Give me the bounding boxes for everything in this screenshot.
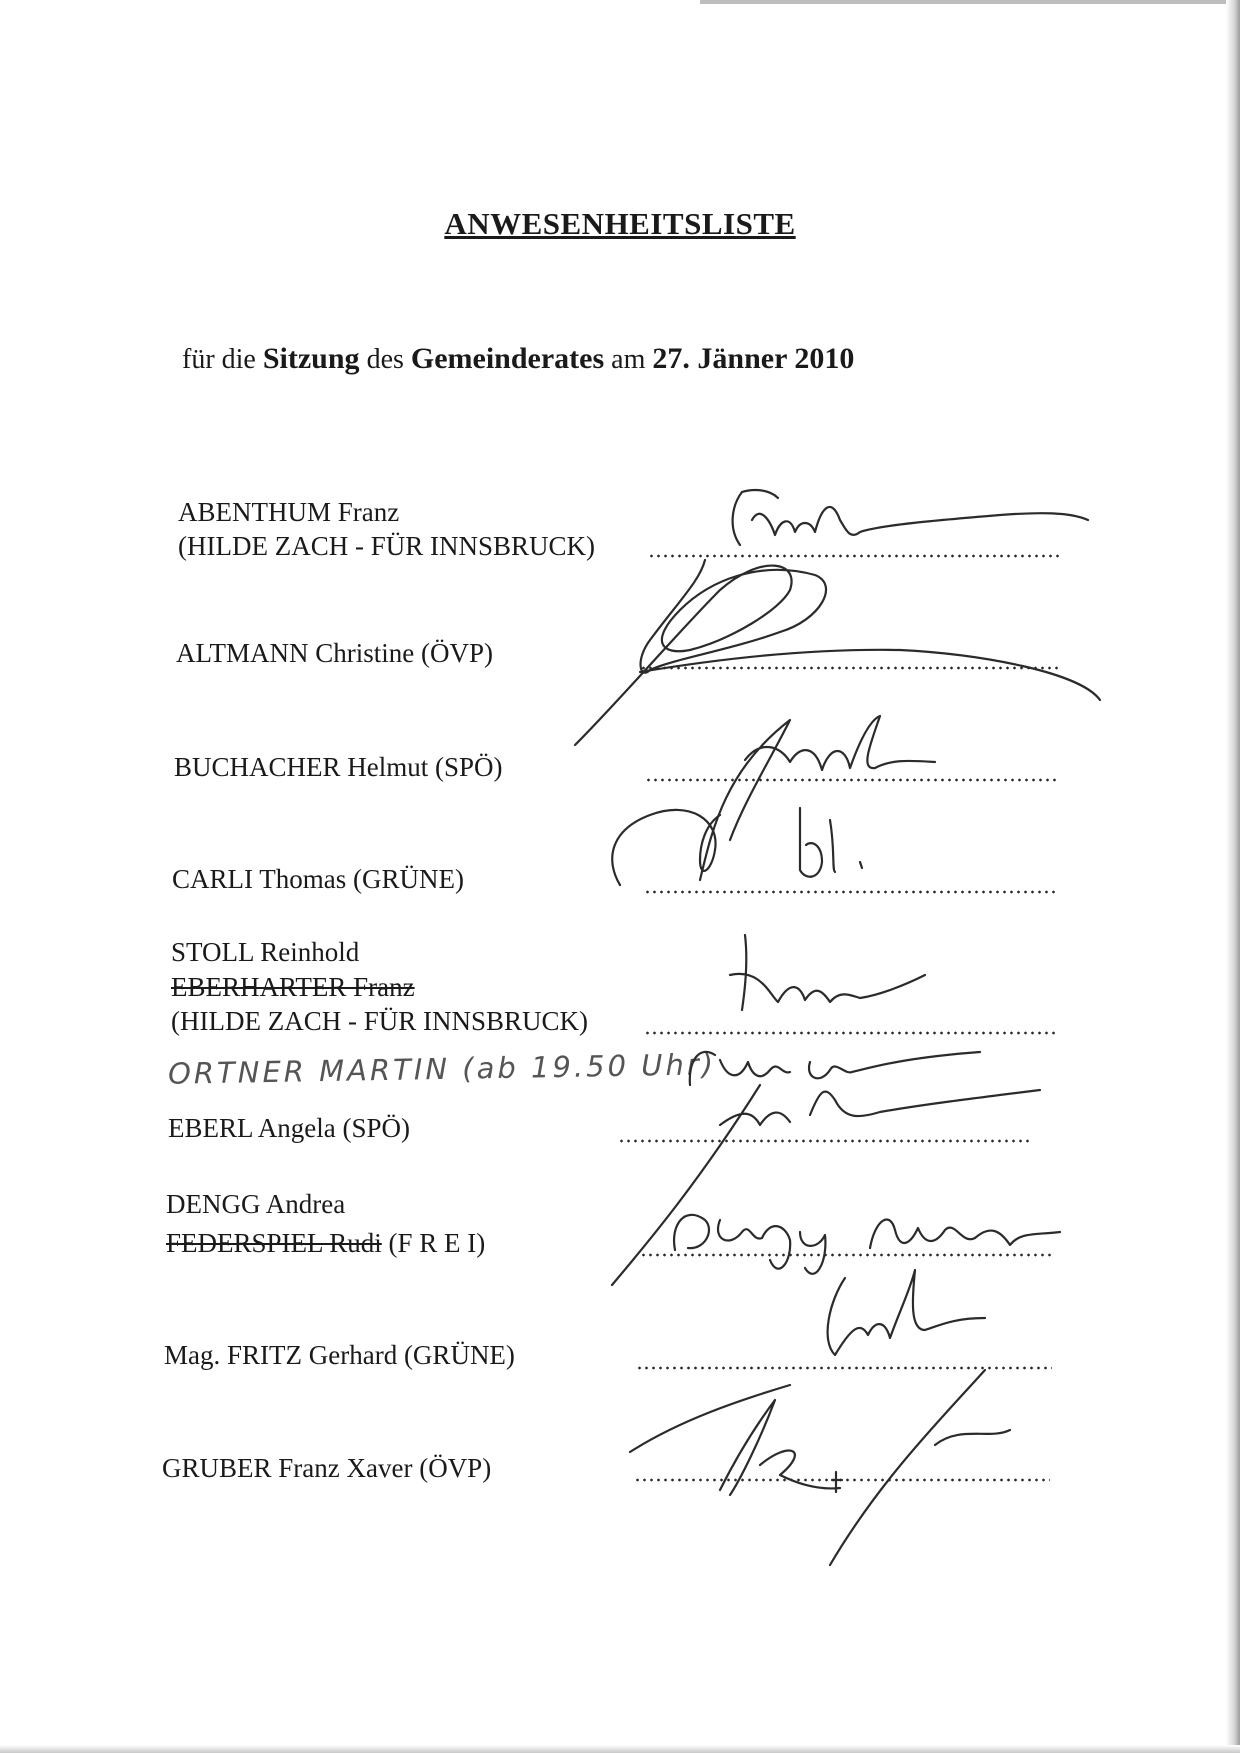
entry-party-dengg: FEDERSPIEL Rudi (F R E I) bbox=[166, 1228, 486, 1258]
entry-struck-eberharter: EBERHARTER Franz bbox=[171, 972, 415, 1002]
signature-gruber bbox=[630, 1370, 1010, 1565]
entry-party-stoll: (HILDE ZACH - FÜR INNSBRUCK) bbox=[171, 1006, 588, 1036]
signature-stoll bbox=[730, 935, 925, 1010]
signature-dengg bbox=[674, 1215, 1060, 1274]
entry-name-fritz: Mag. FRITZ Gerhard (GRÜNE) bbox=[164, 1340, 515, 1370]
signature-buchacher bbox=[700, 716, 935, 880]
signature-ortner bbox=[690, 1052, 980, 1085]
entry-name-buchacher: BUCHACHER Helmut (SPÖ) bbox=[174, 752, 503, 782]
signature-carli bbox=[612, 808, 862, 885]
entry-struck-federspiel: FEDERSPIEL Rudi bbox=[166, 1228, 382, 1258]
handwritten-note-ortner: ORTNER MARTIN (ab 19.50 Uhr) bbox=[167, 1047, 717, 1091]
signature-fritz bbox=[828, 1270, 985, 1355]
entry-name-abenthum: ABENTHUM Franz bbox=[178, 497, 400, 527]
entry-name-carli: CARLI Thomas (GRÜNE) bbox=[172, 864, 464, 894]
entry-name-eberl: EBERL Angela (SPÖ) bbox=[168, 1113, 410, 1143]
entry-name-dengg: DENGG Andrea bbox=[166, 1189, 346, 1219]
entry-name-gruber: GRUBER Franz Xaver (ÖVP) bbox=[162, 1453, 492, 1483]
entry-name-altmann: ALTMANN Christine (ÖVP) bbox=[176, 638, 493, 668]
meeting-subtitle: für die Sitzung des Gemeinderates am 27. Jänner 2010 bbox=[182, 342, 855, 375]
entry-name-stoll: STOLL Reinhold bbox=[171, 937, 360, 967]
signature-altmann bbox=[575, 560, 1100, 745]
signature-eberl bbox=[612, 1085, 1040, 1285]
entry-party-abenthum: (HILDE ZACH - FÜR INNSBRUCK) bbox=[178, 531, 595, 561]
signature-abenthum bbox=[733, 490, 1088, 545]
page-title: ANWESENHEITSLISTE bbox=[444, 206, 796, 241]
